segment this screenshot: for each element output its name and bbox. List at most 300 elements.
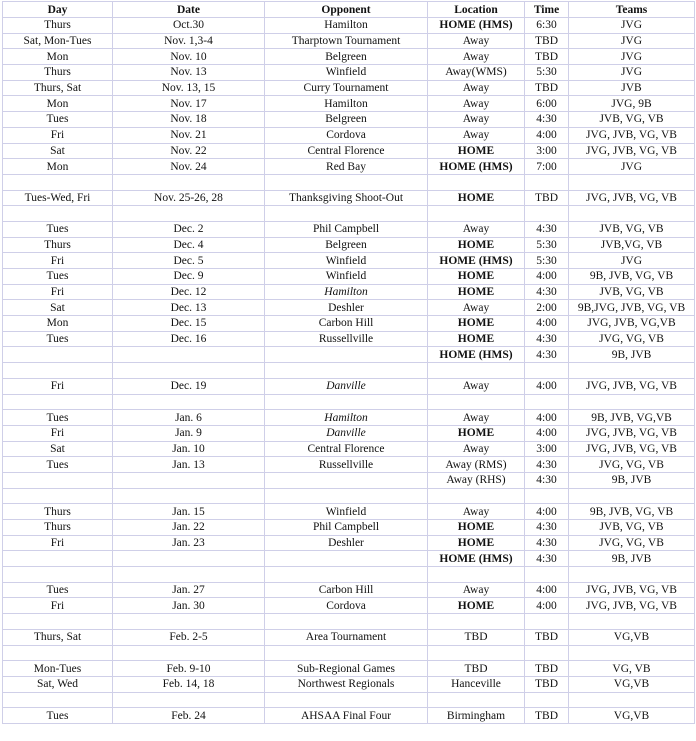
empty-cell xyxy=(113,363,265,379)
location-cell: HOME xyxy=(428,143,525,159)
empty-cell xyxy=(569,567,695,583)
teams-cell: 9B, JVB, VG, VB xyxy=(569,504,695,520)
table-row xyxy=(3,598,695,614)
header-time: Time xyxy=(525,2,569,18)
teams-cell: 9B,JVG, JVB, VG, VB xyxy=(569,300,695,316)
opponent-cell: Winfield xyxy=(265,504,428,520)
location-cell: HOME xyxy=(428,425,525,441)
teams-cell: JVG, VG, VB xyxy=(569,457,695,473)
day-cell: Tues xyxy=(3,112,113,128)
opponent-cell: Deshler xyxy=(265,535,428,551)
table-row xyxy=(3,676,695,692)
day-cell: Mon xyxy=(3,49,113,65)
day-cell xyxy=(3,551,113,567)
location-cell: Away xyxy=(428,410,525,426)
empty-cell xyxy=(3,394,113,410)
header-day: Day xyxy=(3,2,113,18)
location-cell: Away xyxy=(428,127,525,143)
day-cell: Tues xyxy=(3,331,113,347)
date-cell: Feb. 24 xyxy=(113,708,265,724)
teams-cell: JVG xyxy=(569,18,695,34)
teams-cell: JVG, JVB, VG, VB xyxy=(569,425,695,441)
table-row xyxy=(3,520,695,536)
location-cell: Away xyxy=(428,582,525,598)
empty-cell xyxy=(569,488,695,504)
empty-cell xyxy=(525,174,569,190)
empty-cell xyxy=(569,206,695,222)
opponent-cell: Thanksgiving Shoot-Out xyxy=(265,190,428,206)
opponent-cell: Hamilton xyxy=(265,96,428,112)
date-cell xyxy=(113,551,265,567)
date-cell xyxy=(113,472,265,488)
teams-cell: JVG, JVB, VG, VB xyxy=(569,598,695,614)
teams-cell: JVG xyxy=(569,49,695,65)
time-cell: 4:30 xyxy=(525,284,569,300)
time-cell: 4:30 xyxy=(525,535,569,551)
time-cell: 5:30 xyxy=(525,237,569,253)
location-cell: HOME xyxy=(428,598,525,614)
day-cell: Thurs xyxy=(3,520,113,536)
empty-cell xyxy=(3,206,113,222)
date-cell: Jan. 9 xyxy=(113,425,265,441)
location-cell: Away xyxy=(428,441,525,457)
day-cell: Tues xyxy=(3,708,113,724)
empty-cell xyxy=(428,394,525,410)
time-cell: 4:30 xyxy=(525,472,569,488)
empty-cell xyxy=(428,363,525,379)
location-cell: HOME (HMS) xyxy=(428,18,525,34)
empty-cell xyxy=(265,488,428,504)
table-row xyxy=(3,316,695,332)
date-cell: Jan. 6 xyxy=(113,410,265,426)
opponent-cell: Hamilton xyxy=(265,284,428,300)
empty-cell xyxy=(428,692,525,708)
location-cell: Away xyxy=(428,300,525,316)
table-row xyxy=(3,300,695,316)
table-row xyxy=(3,457,695,473)
teams-cell: JVG, JVB, VG, VB xyxy=(569,378,695,394)
date-cell: Nov. 21 xyxy=(113,127,265,143)
location-cell: Birmingham xyxy=(428,708,525,724)
location-cell: Away (RHS) xyxy=(428,472,525,488)
date-cell: Dec. 12 xyxy=(113,284,265,300)
date-cell xyxy=(113,347,265,363)
empty-cell xyxy=(3,645,113,661)
empty-cell xyxy=(525,614,569,630)
table-row xyxy=(3,159,695,175)
time-cell: 4:30 xyxy=(525,112,569,128)
empty-cell xyxy=(113,567,265,583)
location-cell: HOME (HMS) xyxy=(428,347,525,363)
location-cell: Away xyxy=(428,221,525,237)
teams-cell: 9B, JVB xyxy=(569,551,695,567)
day-cell: Sat xyxy=(3,300,113,316)
empty-cell xyxy=(3,614,113,630)
empty-cell xyxy=(113,645,265,661)
opponent-cell: Cordova xyxy=(265,127,428,143)
empty-cell xyxy=(525,206,569,222)
teams-cell: JVG, JVB, VG, VB xyxy=(569,143,695,159)
location-cell: TBD xyxy=(428,629,525,645)
table-row xyxy=(3,49,695,65)
date-cell: Nov. 13 xyxy=(113,65,265,81)
location-cell: HOME xyxy=(428,269,525,285)
day-cell: Thurs xyxy=(3,65,113,81)
time-cell: 4:00 xyxy=(525,410,569,426)
day-cell xyxy=(3,347,113,363)
time-cell: 4:00 xyxy=(525,504,569,520)
table-row xyxy=(3,284,695,300)
day-cell: Thurs, Sat xyxy=(3,80,113,96)
empty-cell xyxy=(113,394,265,410)
teams-cell: 9B, JVB, VG, VB xyxy=(569,269,695,285)
table-row xyxy=(3,331,695,347)
location-cell: HOME (HMS) xyxy=(428,253,525,269)
teams-cell: JVG, JVB, VG, VB xyxy=(569,190,695,206)
date-cell: Jan. 22 xyxy=(113,520,265,536)
date-cell: Feb. 2-5 xyxy=(113,629,265,645)
teams-cell: JVG, JVB, VG, VB xyxy=(569,582,695,598)
opponent-cell: Russellville xyxy=(265,457,428,473)
time-cell: 4:00 xyxy=(525,378,569,394)
empty-cell xyxy=(113,174,265,190)
day-cell: Mon-Tues xyxy=(3,661,113,677)
time-cell: 4:00 xyxy=(525,598,569,614)
table-row xyxy=(3,65,695,81)
teams-cell: JVB xyxy=(569,80,695,96)
time-cell: 6:30 xyxy=(525,18,569,34)
teams-cell: JVG xyxy=(569,159,695,175)
opponent-cell xyxy=(265,551,428,567)
time-cell: 4:30 xyxy=(525,551,569,567)
day-cell: Thurs xyxy=(3,18,113,34)
table-row xyxy=(3,661,695,677)
teams-cell: JVB, VG, VB xyxy=(569,284,695,300)
spacer-row xyxy=(3,645,695,661)
table-row xyxy=(3,551,695,567)
table-row xyxy=(3,441,695,457)
opponent-cell: Area Tournament xyxy=(265,629,428,645)
date-cell: Feb. 14, 18 xyxy=(113,676,265,692)
date-cell: Dec. 9 xyxy=(113,269,265,285)
date-cell: Dec. 5 xyxy=(113,253,265,269)
teams-cell: JVG, JVB, VG,VB xyxy=(569,316,695,332)
day-cell: Thurs, Sat xyxy=(3,629,113,645)
teams-cell: JVG, VG, VB xyxy=(569,535,695,551)
spacer-row xyxy=(3,174,695,190)
opponent-cell: Deshler xyxy=(265,300,428,316)
day-cell: Tues xyxy=(3,269,113,285)
empty-cell xyxy=(265,692,428,708)
opponent-cell: Belgreen xyxy=(265,112,428,128)
empty-cell xyxy=(3,174,113,190)
opponent-cell xyxy=(265,472,428,488)
day-cell: Tues xyxy=(3,410,113,426)
day-cell: Fri xyxy=(3,284,113,300)
date-cell: Nov. 13, 15 xyxy=(113,80,265,96)
date-cell: Nov. 17 xyxy=(113,96,265,112)
day-cell: Fri xyxy=(3,127,113,143)
teams-cell: JVG xyxy=(569,253,695,269)
empty-cell xyxy=(113,614,265,630)
date-cell: Dec. 19 xyxy=(113,378,265,394)
table-row xyxy=(3,80,695,96)
table-row xyxy=(3,237,695,253)
teams-cell: JVB, VG, VB xyxy=(569,520,695,536)
empty-cell xyxy=(113,692,265,708)
location-cell: TBD xyxy=(428,661,525,677)
empty-cell xyxy=(428,488,525,504)
day-cell: Tues xyxy=(3,221,113,237)
opponent-cell: Russellville xyxy=(265,331,428,347)
empty-cell xyxy=(569,363,695,379)
spacer-row xyxy=(3,394,695,410)
table-row xyxy=(3,425,695,441)
date-cell: Dec. 2 xyxy=(113,221,265,237)
spacer-row xyxy=(3,363,695,379)
empty-cell xyxy=(428,174,525,190)
location-cell: HOME xyxy=(428,237,525,253)
date-cell: Dec. 15 xyxy=(113,316,265,332)
empty-cell xyxy=(525,645,569,661)
date-cell: Feb. 9-10 xyxy=(113,661,265,677)
table-row xyxy=(3,190,695,206)
opponent-cell: Winfield xyxy=(265,253,428,269)
teams-cell: VG,VB xyxy=(569,676,695,692)
opponent-cell: Carbon Hill xyxy=(265,582,428,598)
time-cell: 4:00 xyxy=(525,425,569,441)
day-cell: Mon xyxy=(3,316,113,332)
day-cell: Fri xyxy=(3,535,113,551)
time-cell: 4:30 xyxy=(525,457,569,473)
location-cell: HOME xyxy=(428,284,525,300)
date-cell: Dec. 13 xyxy=(113,300,265,316)
opponent-cell: AHSAA Final Four xyxy=(265,708,428,724)
teams-cell: JVG, JVB, VG, VB xyxy=(569,441,695,457)
header-row xyxy=(3,2,695,18)
location-cell: Away xyxy=(428,33,525,49)
day-cell: Tues xyxy=(3,457,113,473)
opponent-cell: Central Florence xyxy=(265,143,428,159)
opponent-cell: Sub-Regional Games xyxy=(265,661,428,677)
header-date: Date xyxy=(113,2,265,18)
header-opponent: Opponent xyxy=(265,2,428,18)
spacer-row xyxy=(3,567,695,583)
schedule-table xyxy=(2,1,695,724)
header-teams: Teams xyxy=(569,2,695,18)
day-cell: Fri xyxy=(3,253,113,269)
teams-cell: JVG, VG, VB xyxy=(569,331,695,347)
location-cell: Away xyxy=(428,80,525,96)
teams-cell: JVB,VG, VB xyxy=(569,237,695,253)
opponent-cell: Northwest Regionals xyxy=(265,676,428,692)
table-row xyxy=(3,127,695,143)
time-cell: TBD xyxy=(525,676,569,692)
table-row xyxy=(3,96,695,112)
empty-cell xyxy=(3,363,113,379)
opponent-cell xyxy=(265,347,428,363)
teams-cell: JVG xyxy=(569,33,695,49)
location-cell: HOME xyxy=(428,190,525,206)
location-cell: HOME (HMS) xyxy=(428,159,525,175)
empty-cell xyxy=(428,567,525,583)
location-cell: Away xyxy=(428,504,525,520)
location-cell: HOME xyxy=(428,316,525,332)
empty-cell xyxy=(265,567,428,583)
table-row xyxy=(3,708,695,724)
date-cell: Dec. 4 xyxy=(113,237,265,253)
date-cell: Nov. 1,3-4 xyxy=(113,33,265,49)
teams-cell: JVG, 9B xyxy=(569,96,695,112)
location-cell: Away xyxy=(428,112,525,128)
time-cell: TBD xyxy=(525,33,569,49)
table-row xyxy=(3,535,695,551)
teams-cell: JVG xyxy=(569,65,695,81)
empty-cell xyxy=(428,645,525,661)
header-location: Location xyxy=(428,2,525,18)
opponent-cell: Tharptown Tournament xyxy=(265,33,428,49)
empty-cell xyxy=(265,614,428,630)
date-cell: Nov. 22 xyxy=(113,143,265,159)
location-cell: Away xyxy=(428,378,525,394)
time-cell: 7:00 xyxy=(525,159,569,175)
empty-cell xyxy=(569,174,695,190)
empty-cell xyxy=(3,692,113,708)
time-cell: 4:30 xyxy=(525,221,569,237)
time-cell: 6:00 xyxy=(525,96,569,112)
time-cell: 4:30 xyxy=(525,520,569,536)
empty-cell xyxy=(265,174,428,190)
teams-cell: JVB, VG, VB xyxy=(569,112,695,128)
date-cell: Nov. 24 xyxy=(113,159,265,175)
location-cell: HOME (HMS) xyxy=(428,551,525,567)
table-row xyxy=(3,410,695,426)
table-row xyxy=(3,472,695,488)
time-cell: TBD xyxy=(525,661,569,677)
date-cell: Nov. 10 xyxy=(113,49,265,65)
teams-cell: VG,VB xyxy=(569,708,695,724)
day-cell: Fri xyxy=(3,378,113,394)
table-row xyxy=(3,347,695,363)
date-cell: Nov. 25-26, 28 xyxy=(113,190,265,206)
teams-cell: JVB, VG, VB xyxy=(569,221,695,237)
opponent-cell: Belgreen xyxy=(265,49,428,65)
table-row xyxy=(3,253,695,269)
day-cell: Tues-Wed, Fri xyxy=(3,190,113,206)
location-cell: Hanceville xyxy=(428,676,525,692)
day-cell: Sat xyxy=(3,441,113,457)
opponent-cell: Phil Campbell xyxy=(265,520,428,536)
opponent-cell: Belgreen xyxy=(265,237,428,253)
opponent-cell: Danville xyxy=(265,378,428,394)
location-cell: HOME xyxy=(428,331,525,347)
date-cell: Dec. 16 xyxy=(113,331,265,347)
opponent-cell: Curry Tournament xyxy=(265,80,428,96)
time-cell: 5:30 xyxy=(525,253,569,269)
empty-cell xyxy=(3,567,113,583)
empty-cell xyxy=(569,394,695,410)
table-body xyxy=(3,18,695,724)
table-row xyxy=(3,629,695,645)
empty-cell xyxy=(265,645,428,661)
empty-cell xyxy=(525,692,569,708)
time-cell: 4:30 xyxy=(525,331,569,347)
time-cell: 4:00 xyxy=(525,269,569,285)
empty-cell xyxy=(428,614,525,630)
day-cell: Fri xyxy=(3,425,113,441)
spacer-row xyxy=(3,488,695,504)
table-row xyxy=(3,504,695,520)
location-cell: Away (RMS) xyxy=(428,457,525,473)
time-cell: 3:00 xyxy=(525,143,569,159)
day-cell: Mon xyxy=(3,96,113,112)
table-row xyxy=(3,33,695,49)
time-cell: 2:00 xyxy=(525,300,569,316)
opponent-cell: Hamilton xyxy=(265,410,428,426)
empty-cell xyxy=(525,394,569,410)
date-cell: Jan. 30 xyxy=(113,598,265,614)
empty-cell xyxy=(569,645,695,661)
time-cell: 5:30 xyxy=(525,65,569,81)
time-cell: 4:00 xyxy=(525,127,569,143)
day-cell xyxy=(3,472,113,488)
teams-cell: 9B, JVB xyxy=(569,472,695,488)
time-cell: 4:00 xyxy=(525,582,569,598)
time-cell: TBD xyxy=(525,49,569,65)
location-cell: HOME xyxy=(428,520,525,536)
date-cell: Jan. 15 xyxy=(113,504,265,520)
time-cell: 4:30 xyxy=(525,347,569,363)
location-cell: Away(WMS) xyxy=(428,65,525,81)
teams-cell: VG, VB xyxy=(569,661,695,677)
time-cell: TBD xyxy=(525,629,569,645)
table-row xyxy=(3,112,695,128)
empty-cell xyxy=(525,567,569,583)
empty-cell xyxy=(428,206,525,222)
location-cell: Away xyxy=(428,96,525,112)
empty-cell xyxy=(113,206,265,222)
date-cell: Nov. 18 xyxy=(113,112,265,128)
teams-cell: 9B, JVB xyxy=(569,347,695,363)
day-cell: Sat, Wed xyxy=(3,676,113,692)
time-cell: 4:00 xyxy=(525,316,569,332)
empty-cell xyxy=(525,363,569,379)
time-cell: TBD xyxy=(525,80,569,96)
table-row xyxy=(3,269,695,285)
spacer-row xyxy=(3,614,695,630)
opponent-cell: Phil Campbell xyxy=(265,221,428,237)
opponent-cell: Central Florence xyxy=(265,441,428,457)
day-cell: Sat xyxy=(3,143,113,159)
date-cell: Jan. 13 xyxy=(113,457,265,473)
opponent-cell: Carbon Hill xyxy=(265,316,428,332)
table-row xyxy=(3,378,695,394)
empty-cell xyxy=(265,363,428,379)
day-cell: Thurs xyxy=(3,504,113,520)
opponent-cell: Cordova xyxy=(265,598,428,614)
date-cell: Jan. 10 xyxy=(113,441,265,457)
opponent-cell: Hamilton xyxy=(265,18,428,34)
opponent-cell: Winfield xyxy=(265,65,428,81)
empty-cell xyxy=(525,488,569,504)
opponent-cell: Red Bay xyxy=(265,159,428,175)
empty-cell xyxy=(265,394,428,410)
empty-cell xyxy=(3,488,113,504)
location-cell: Away xyxy=(428,49,525,65)
teams-cell: VG,VB xyxy=(569,629,695,645)
time-cell: TBD xyxy=(525,190,569,206)
table-row xyxy=(3,221,695,237)
